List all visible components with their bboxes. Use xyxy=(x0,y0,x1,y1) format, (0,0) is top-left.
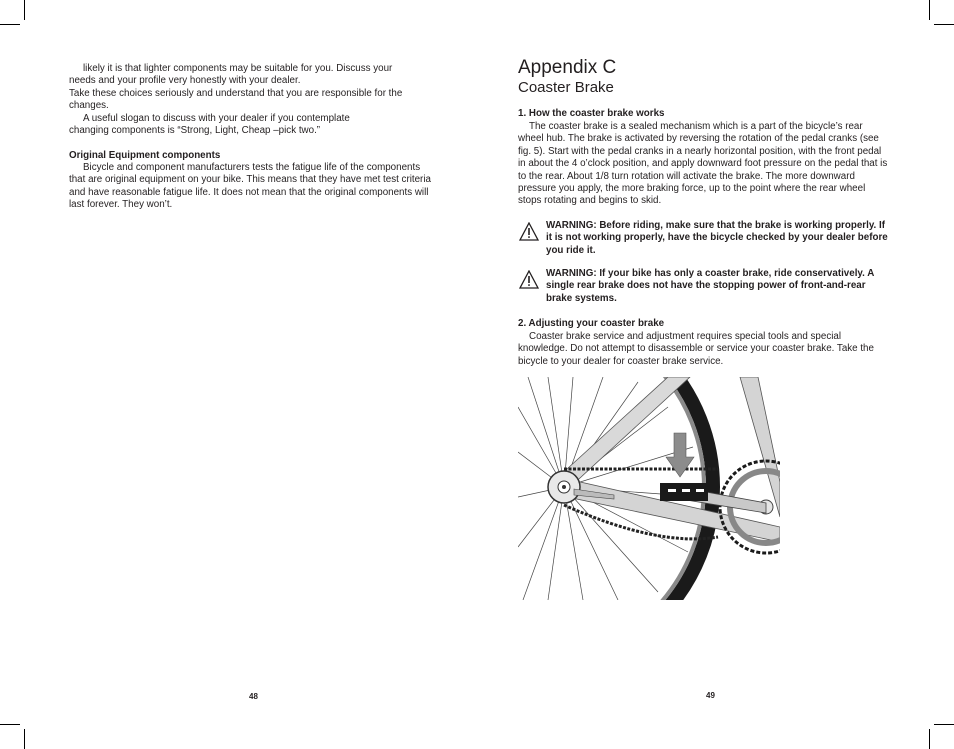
appendix-subtitle: Coaster Brake xyxy=(518,79,614,96)
left-paragraph-3 xyxy=(69,113,381,138)
section-heading xyxy=(69,150,429,162)
section-2-heading xyxy=(518,318,898,330)
coaster-brake-illustration xyxy=(518,377,780,600)
section-1-body-text: The coaster brake is a sealed mechanism which is a part of the bicycle’s rear wheel hub. The brake is activated by reversing the rotation of the pedal cranks (see fig. 5). Start with the pedal cranks in a nearly horizontal position, with the front pedal in about the 4 o’clock position, and apply downward foot pressure on the pedal that is to the rear. About 1/8 turn rotation will activate the brake. The more downward pressure you apply, the more braking force, up to the point where the rear wheel stops rotating and begins to skid. xyxy=(518,121,888,207)
left-paragraph-1-text: likely it is that lighter components may be suitable for you. Discuss your needs and your profile very honestly with your dealer. xyxy=(69,63,393,87)
left-paragraph-4 xyxy=(69,162,437,212)
page-number: 49 xyxy=(706,691,715,700)
page-number: 48 xyxy=(249,692,258,701)
section-1-heading xyxy=(518,108,898,120)
section-1-body xyxy=(518,121,888,208)
section-2-body-text: Coaster brake service and adjustment requires special tools and special knowledge. Do not attempt to disassemble or service your coaster brake. Take the bicycle to your dealer for coaster brake service. xyxy=(518,331,874,367)
appendix-title: Appendix C xyxy=(518,57,617,78)
left-paragraph-3-text: A useful slogan to discuss with your dealer if you contemplate changing components is “Strong, Light, Cheap –pick two.” xyxy=(69,113,350,137)
warning-2-text: WARNING: If your bike has only a coaster brake, ride conservatively. A single rear brake does not have the stopping power of front-and-rear brake systems. xyxy=(546,268,874,304)
right-page xyxy=(477,0,954,749)
warning-triangle-icon xyxy=(519,270,539,289)
section-2-heading-text: 2. Adjusting your coaster brake xyxy=(518,318,665,329)
left-paragraph-2 xyxy=(69,88,425,113)
section-2-body xyxy=(518,331,882,368)
section-heading-text: Original Equipment components xyxy=(69,150,221,161)
left-paragraph-1 xyxy=(69,63,421,88)
left-paragraph-2-text: Take these choices seriously and understand that you are responsible for the changes. xyxy=(69,88,403,112)
section-1-heading-text: 1. How the coaster brake works xyxy=(518,108,665,119)
warning-triangle-icon xyxy=(519,222,539,241)
warning-1 xyxy=(546,220,891,257)
warning-2 xyxy=(546,268,891,305)
left-paragraph-4-text: Bicycle and component manufacturers tests the fatigue life of the components that are original equipment on your bike. This means that they have met test criteria and have reasonable fatigue life. It does not mean that the original components will last forever. They won’t. xyxy=(69,162,431,211)
warning-1-text: WARNING: Before riding, make sure that the brake is working properly. If it is not working properly, have the bicycle checked by your dealer before you ride it. xyxy=(546,220,888,256)
